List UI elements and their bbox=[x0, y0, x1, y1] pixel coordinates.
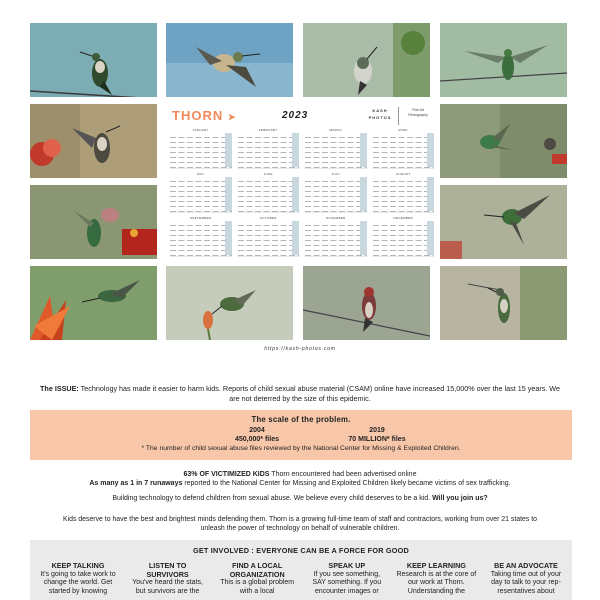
action-find-local-organization: FIND A LOCAL ORGANIZATION This is a global problem with a local bbox=[220, 561, 295, 595]
month-july: JULY bbox=[305, 172, 367, 213]
month-june: JUNE bbox=[238, 172, 300, 213]
kash-photos-brand: KASH PHOTOS bbox=[368, 108, 392, 120]
month-october: OCTOBER bbox=[238, 216, 300, 257]
month-may: MAY bbox=[170, 172, 232, 213]
issue-statement bbox=[40, 384, 560, 404]
action-list bbox=[38, 562, 566, 596]
scale-title: The scale of the problem. bbox=[251, 415, 351, 424]
action-speak-up: SPEAK UP If you see something, SAY something. If you encounter images or bbox=[312, 561, 382, 595]
hummingbird-photo-5 bbox=[30, 104, 157, 178]
month-march: MARCH bbox=[305, 128, 367, 169]
issue-text: Technology has made it easier to harm kids. Reports of child sexual abuse material (CSAM) online have increased 15,000% over the last 15 years. We are not deterred by the size of this epidemic. bbox=[80, 384, 560, 403]
hummingbird-photo-2 bbox=[166, 23, 293, 97]
hummingbird-photo-1 bbox=[30, 23, 157, 97]
website-link[interactable]: https://kash-photos.com bbox=[264, 346, 336, 352]
hummingbird-photo-6 bbox=[440, 104, 567, 178]
team-statement: Kids deserve to have the best and brightest minds defending them. Thorn is a growing full-time team of staff and contractors, working from over 21 states to unleash the power of technology on behalf of vulnerable children. bbox=[63, 516, 537, 532]
scale-footnote: * The number of child sexual abuse files reviewed by the National Center for Missing & Exploited Children. bbox=[141, 445, 461, 452]
month-january: JANUARY bbox=[170, 128, 232, 169]
calendar-year: 2023 bbox=[282, 110, 309, 121]
scale-2004: 2004 450,000* files bbox=[235, 427, 279, 443]
hummingbird-photo-9 bbox=[30, 266, 157, 340]
thorn-logo: THORN ➤ bbox=[172, 108, 237, 123]
hummingbird-photo-7 bbox=[30, 185, 157, 259]
scale-panel bbox=[30, 410, 572, 460]
calendar-panel bbox=[166, 104, 437, 258]
hummingbird-photo-4 bbox=[440, 23, 567, 97]
action-listen-to-survivors: LISTEN TO SURVIVORS You've heard the stats, but survivors are the bbox=[132, 561, 203, 595]
month-august: AUGUST bbox=[373, 172, 435, 213]
mission-statement: Building technology to defend children from sexual abuse. We believe every child deserves to be a kid. Will you join us? bbox=[112, 495, 488, 502]
month-december: DECEMBER bbox=[373, 216, 435, 257]
action-be-an-advocate: BE AN ADVOCATE Taking time out of your day to talk to your rep-resentatives about bbox=[490, 561, 562, 595]
action-keep-talking: KEEP TALKING It's going to take work to change the world. Get started by knowing bbox=[40, 561, 116, 595]
get-involved-title: GET INVOLVED : EVERYONE CAN BE A FORCE FOR GOOD bbox=[192, 546, 410, 555]
month-september: SEPTEMBER bbox=[170, 216, 232, 257]
brand-divider bbox=[398, 107, 399, 125]
hummingbird-photo-8 bbox=[440, 185, 567, 259]
month-april: APRIL bbox=[373, 128, 435, 169]
scale-2019: 2019 70 MILLION* files bbox=[348, 427, 406, 443]
brand-tagline: Fine Art Photography bbox=[408, 108, 428, 117]
hummingbird-photo-10 bbox=[166, 266, 293, 340]
hummingbird-photo-12 bbox=[440, 266, 567, 340]
get-involved-panel bbox=[30, 540, 572, 600]
hummingbird-photo-11 bbox=[303, 266, 430, 340]
month-november: NOVEMBER bbox=[305, 216, 367, 257]
month-february: FEBRUARY bbox=[238, 128, 300, 169]
action-keep-learning: KEEP LEARNING Research is at the core of our work at Thorn. Understanding the bbox=[396, 561, 477, 595]
victim-stats: 63% OF VICTIMIZED KIDS Thorn encountered had been advertised online As many as 1 in 7 runaways reported to the National Center for Missing and Exploited Children likely became victims of sex trafficking. bbox=[89, 471, 511, 487]
issue-label: The ISSUE: bbox=[40, 384, 79, 393]
month-grid bbox=[170, 128, 434, 256]
hummingbird-photo-3 bbox=[303, 23, 430, 97]
